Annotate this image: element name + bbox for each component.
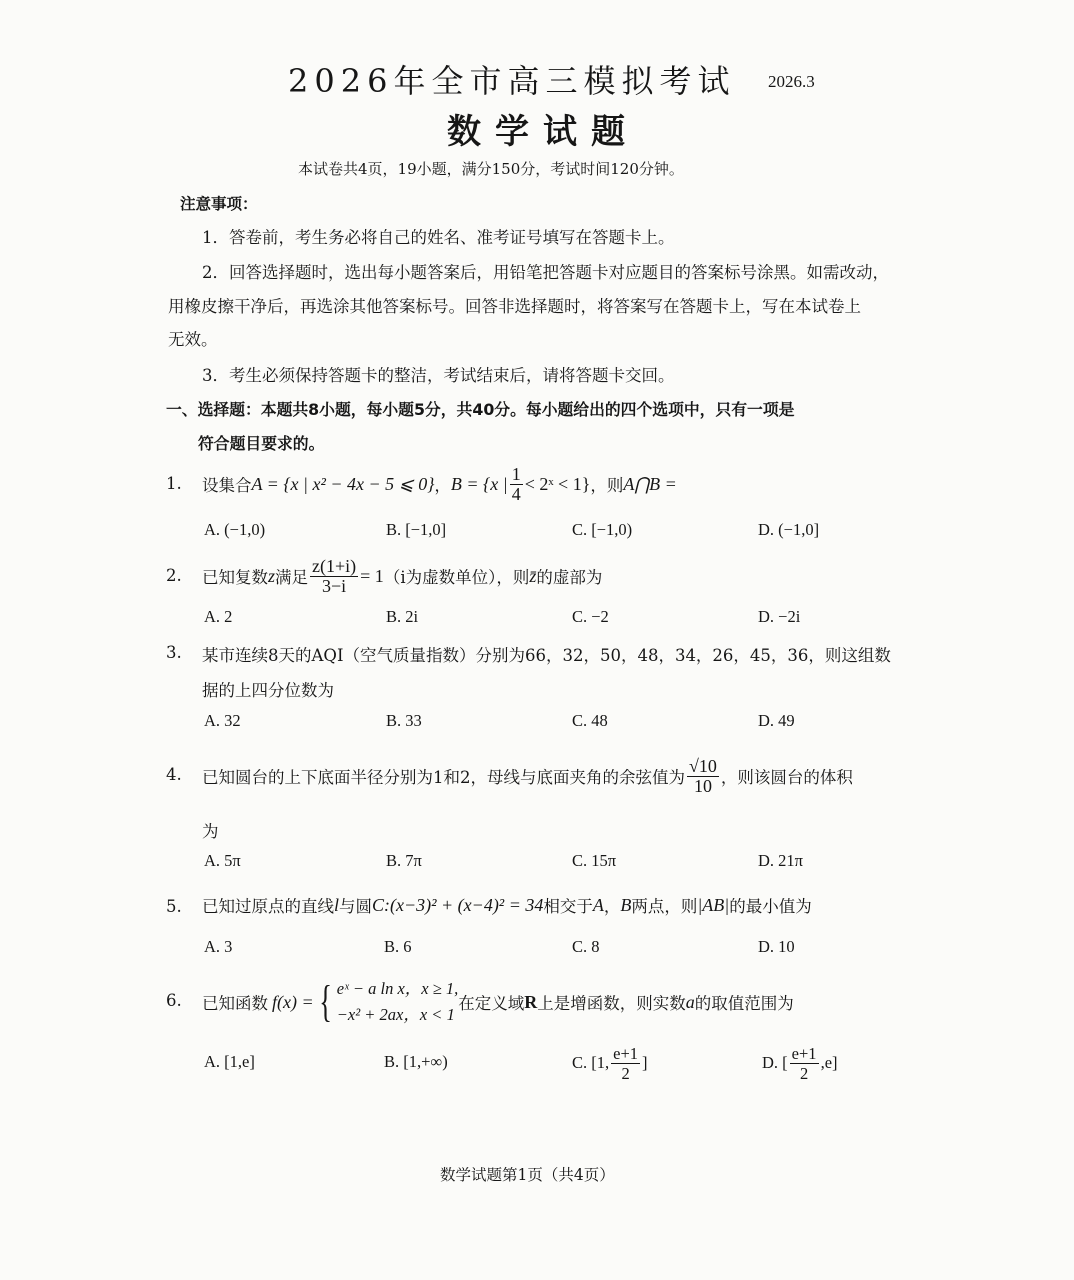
q2-zbar: z̄ xyxy=(529,565,537,586)
q5-text-b: 与圆 xyxy=(339,897,373,916)
question-2-stem xyxy=(202,554,602,598)
q2-option-b: B. 2i xyxy=(386,607,419,626)
question-3-line-2: 据的上四分位数为 xyxy=(202,681,334,700)
subject-title: 数学试题 xyxy=(447,112,639,152)
q2-frac-num: z(1+i) xyxy=(312,555,357,576)
q6-option-d-num: e+1 xyxy=(791,1043,817,1063)
q6-text-d: 的取值范围为 xyxy=(694,994,794,1013)
q1-option-b: B. [−1,0] xyxy=(386,520,447,539)
q6-option-b: B. [1,+∞) xyxy=(384,1052,448,1071)
q2-option-c: C. −2 xyxy=(572,607,609,626)
question-4-number: 4. xyxy=(166,765,182,784)
q5-option-b: B. 6 xyxy=(384,937,412,956)
q6-option-d-post: ,e] xyxy=(820,1053,838,1072)
q6-brace: { xyxy=(318,977,332,1026)
question-4-line-2: 为 xyxy=(202,822,219,841)
q1-expr: A⋂B = xyxy=(623,473,677,494)
q2-text-b: 满足 xyxy=(275,568,309,587)
q5-point-b: B xyxy=(620,894,632,915)
q4-option-b: B. 7π xyxy=(386,851,422,870)
exam-date: 2026.3 xyxy=(768,72,815,91)
exam-info: 本试卷共4页，19小题，满分150分，考试时间120分钟。 xyxy=(298,160,684,178)
notice-heading: 注意事项： xyxy=(180,195,258,213)
question-3-number: 3. xyxy=(166,643,182,662)
q1-fraction xyxy=(510,465,523,504)
page-footer: 数学试题第1页（共4页） xyxy=(440,1166,615,1184)
q2-option-d: D. −2i xyxy=(758,607,801,626)
q5-ab: |AB| xyxy=(697,894,730,915)
notice-item-2-line-3: 无效。 xyxy=(168,330,218,349)
q1-frac-den: 4 xyxy=(511,483,521,504)
q6-option-d-pre: D. [ xyxy=(762,1053,788,1072)
q6-option-c-den: 2 xyxy=(621,1063,630,1083)
question-5-number: 5. xyxy=(166,897,182,916)
notice-item-2-line-1: 2．回答选择题时，选出每小题答案后，用铅笔把答题卡对应题目的答案标号涂黑。如需改动， xyxy=(202,263,889,282)
question-1-stem xyxy=(202,462,677,506)
q6-option-d-fraction xyxy=(790,1044,819,1083)
q5-option-d: D. 10 xyxy=(758,937,795,956)
q5-comma: ， xyxy=(603,897,621,916)
q6-fx: f(x) = xyxy=(272,991,314,1012)
q6-cases xyxy=(337,976,459,1028)
q5-circle: C:(x−3)² + (x−4)² = 34 xyxy=(372,894,544,915)
q2-fraction xyxy=(310,557,358,596)
q1-frac-num: 1 xyxy=(511,463,521,484)
q2-frac-den: 3−i xyxy=(322,575,347,596)
q6-case-1: eˣ − a ln x，x ≥ 1, xyxy=(336,979,459,998)
q1-set-a: A = {x | x² − 4x − 5 ⩽ 0} xyxy=(251,473,435,494)
q5-text-d: 两点，则 xyxy=(631,897,698,916)
question-2-number: 2. xyxy=(166,566,182,585)
q2-option-a: A. 2 xyxy=(204,607,233,626)
q4-option-c: C. 15π xyxy=(572,851,617,870)
q1-set-b-pre: B = {x | xyxy=(450,473,508,494)
question-6-number: 6. xyxy=(166,991,182,1010)
q6-text-c: 上是增函数，则实数 xyxy=(537,994,686,1013)
q5-point-a: A xyxy=(592,894,604,915)
q4-text-a: 已知圆台的上下底面半径分别为1和2，母线与底面夹角的余弦值为 xyxy=(202,768,685,787)
q2-text-a: 已知复数 xyxy=(202,568,268,587)
q1-option-d: D. (−1,0] xyxy=(758,520,820,539)
question-3-line-1: 某市连续8天的AQI（空气质量指数）分别为66，32，50，48，34，26，45，36，则这组数 xyxy=(202,646,891,665)
q6-option-c-post: ] xyxy=(642,1053,648,1072)
q3-option-b: B. 33 xyxy=(386,711,422,730)
q4-frac-num: √10 xyxy=(689,755,717,776)
q1-sep: ， xyxy=(434,476,451,495)
q6-option-d xyxy=(762,1040,838,1086)
q6-option-c-fraction xyxy=(611,1044,640,1083)
q6-text-a: 已知函数 xyxy=(202,994,268,1013)
q3-option-a: A. 32 xyxy=(204,711,241,730)
question-5-stem xyxy=(202,893,812,917)
q4-fraction xyxy=(687,757,719,796)
q3-option-c: C. 48 xyxy=(572,711,608,730)
q6-option-d-den: 2 xyxy=(799,1063,809,1083)
q4-text-b: ，则该圆台的体积 xyxy=(720,768,853,787)
q6-r: R xyxy=(524,991,538,1012)
q5-line-l: l xyxy=(334,894,340,915)
q6-text-b: 在定义域 xyxy=(458,994,525,1013)
q5-option-a: A. 3 xyxy=(204,937,233,956)
section-heading-line-1: 一、选择题：本题共8小题，每小题5分，共40分。每小题给出的四个选项中，只有一项是 xyxy=(166,400,795,419)
notice-item-2-line-2: 用橡皮擦干净后，再选涂其他答案标号。回答非选择题时，将答案写在答题卡上，写在本试卷上 xyxy=(168,297,861,316)
q6-a: a xyxy=(685,991,695,1012)
q4-option-a: A. 5π xyxy=(204,851,241,870)
q6-option-c-num: e+1 xyxy=(613,1043,639,1063)
q5-text-a: 已知过原点的直线 xyxy=(202,897,334,916)
q6-option-a: A. [1,e] xyxy=(204,1052,255,1071)
q2-text-d: 的虚部为 xyxy=(536,568,603,587)
q1-option-c: C. [−1,0) xyxy=(572,520,633,539)
q1-option-a: A. (−1,0) xyxy=(204,520,266,539)
q6-option-c xyxy=(572,1040,648,1086)
q5-option-c: C. 8 xyxy=(572,937,600,956)
q5-text-e: 的最小值为 xyxy=(729,897,812,916)
q6-case-2: −x² + 2ax，x < 1 xyxy=(336,1005,455,1024)
question-1-number: 1. xyxy=(166,474,182,493)
q2-z: z xyxy=(268,565,276,586)
q3-option-d: D. 49 xyxy=(758,711,795,730)
question-6-stem xyxy=(202,974,794,1030)
notice-item-1: 1．答卷前，考生务必将自己的姓名、准考证号填写在答题卡上。 xyxy=(202,228,675,247)
q1-set-b-post: < 2ˣ < 1} xyxy=(524,473,591,494)
q5-text-c: 相交于 xyxy=(543,897,593,916)
q1-text-b: ，则 xyxy=(590,476,624,495)
question-4-stem xyxy=(202,752,853,800)
q2-text-c: （i为虚数单位），则 xyxy=(383,568,530,587)
q4-frac-den: 10 xyxy=(693,775,712,796)
q1-text-a: 设集合 xyxy=(202,476,252,495)
section-heading-line-2: 符合题目要求的。 xyxy=(198,434,325,453)
q4-option-d: D. 21π xyxy=(758,851,803,870)
exam-title: 2026年全市高三模拟考试 xyxy=(288,62,736,100)
q6-option-c-pre: C. [1, xyxy=(572,1053,610,1072)
q2-eq: = 1 xyxy=(360,565,384,586)
notice-item-3: 3．考生必须保持答题卡的整洁，考试结束后，请将答题卡交回。 xyxy=(202,366,675,385)
